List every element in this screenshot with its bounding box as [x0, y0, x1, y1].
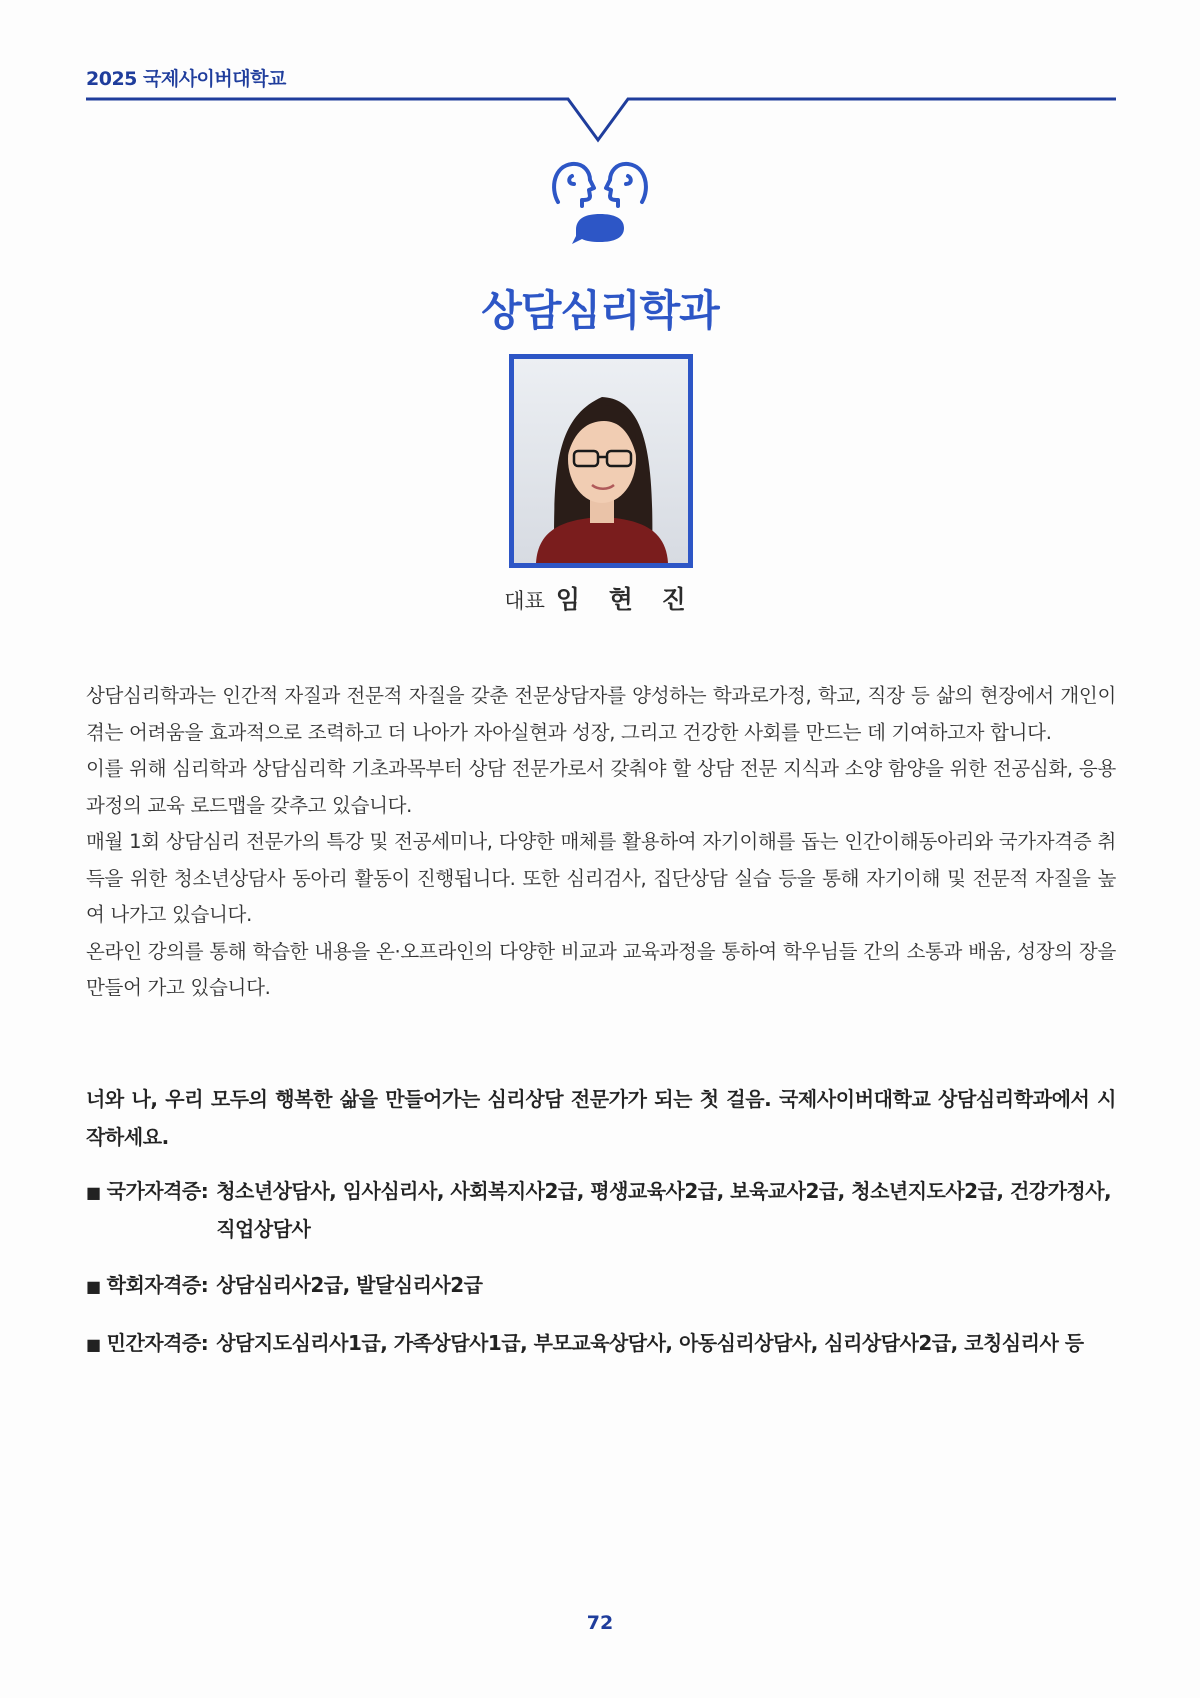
department-title: 상담심리학과	[481, 286, 719, 335]
portrait-image	[514, 359, 688, 563]
intro-text	[86, 678, 1116, 1007]
representative-label: 대표	[504, 589, 545, 613]
representative-caption	[0, 580, 1200, 616]
qualification-values: 상담지도심리사1급, 가족상담사1급, 부모교육상담사, 아동심리상담사, 심리상담사2급, 코칭심리사 등	[216, 1331, 1084, 1355]
qualification-values: 청소년상담사, 임사심리사, 사회복지사2급, 평생교육사2급, 보육교사2급, 청소년지도사2급, 건강가정사, 직업상담사	[216, 1179, 1112, 1241]
square-bullet-icon: ■	[86, 1335, 101, 1354]
header-rule-with-notch	[0, 0, 1200, 150]
intro-paragraph: 매월 1회 상담심리 전문가의 특강 및 전공세미나, 다양한 매체를 활용하여 자기이해를 돕는 인간이해동아리와 국가자격증 취득을 위한 청소년상담사 동아리 활동이 진행됩니다. 또한 심리검사, 집단상담 실습 등을 통해 자기이해 및 전문적 자질을 높여 나가고 있습니다.	[86, 830, 1116, 926]
square-bullet-icon: ■	[86, 1183, 101, 1202]
qualification-values: 상담심리사2급, 발달심리사2급	[216, 1273, 483, 1297]
qualification-category: 학회자격증:	[106, 1273, 209, 1297]
representative-name: 임 현 진	[555, 585, 696, 614]
qualification-label	[86, 1324, 208, 1364]
intro-paragraph: 온라인 강의를 통해 학습한 내용을 온·오프라인의 다양한 비교과 교육과정을 통하여 학우님들 간의 소통과 배움, 성장의 장을 만들어 가고 있습니다.	[86, 939, 1116, 999]
qualification-category: 민간자격증:	[106, 1331, 209, 1355]
intro-paragraph: 이를 위해 심리학과 상담심리학 기초과목부터 상담 전문가로서 갖춰야 할 상담 전문 지식과 소양 함양을 위한 전공심화, 응용과정의 교육 로드맵을 갖추고 있습니다.	[86, 757, 1116, 817]
qualification-label	[86, 1266, 208, 1306]
page-header-title: 2025 국제사이버대학교	[86, 68, 286, 90]
qualification-item	[86, 1172, 1126, 1248]
qualification-item	[86, 1324, 1126, 1364]
qualification-item	[86, 1266, 1126, 1306]
conversation-heads-icon	[548, 158, 652, 248]
representative-photo	[509, 354, 693, 568]
square-bullet-icon: ■	[86, 1277, 101, 1296]
qualification-category: 국가자격증:	[106, 1179, 209, 1203]
intro-paragraph: 상담심리학과는 인간적 자질과 전문적 자질을 갖춘 전문상담자를 양성하는 학과로가정, 학교, 직장 등 삶의 현장에서 개인이 겪는 어려움을 효과적으로 조력하고 더 나아가 자아실현과 성장, 그리고 건강한 사회를 만드는 데 기여하고자 합니다.	[86, 684, 1116, 744]
qualification-label	[86, 1172, 208, 1248]
page-number: 72	[586, 1612, 614, 1634]
qualifications-list	[86, 1172, 1126, 1382]
slogan: 너와 나, 우리 모두의 행복한 삶을 만들어가는 심리상담 전문가가 되는 첫 걸음. 국제사이버대학교 상담심리학과에서 시작하세요.	[86, 1087, 1116, 1149]
